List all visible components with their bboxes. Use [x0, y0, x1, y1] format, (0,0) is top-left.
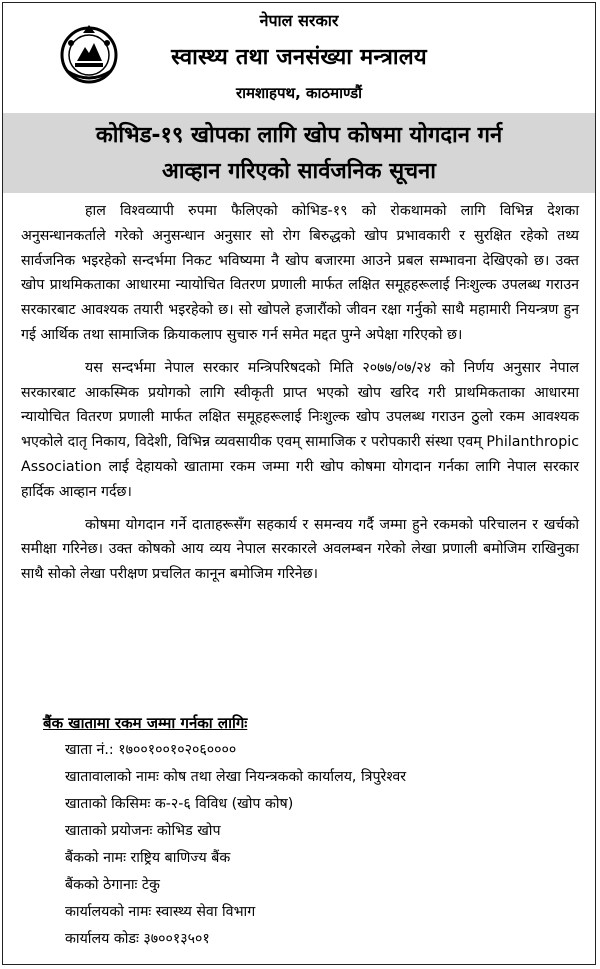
bank-account-holder: खातावालाको नामः कोष तथा लेखा नियन्त्रकको कार्यालय, त्रिपुरेश्वर	[65, 769, 407, 785]
ministry-address: रामशाहपथ, काठमाण्डौं	[235, 84, 363, 102]
letterhead	[3, 3, 595, 111]
office-code: कार्यालय कोडः ३७००१३५०१	[65, 931, 210, 947]
bank-address: बैंकको ठेगानाः टेकु	[65, 877, 160, 893]
notice-frame	[2, 2, 596, 965]
bank-details-list	[65, 737, 406, 953]
notice-title-banner	[3, 113, 595, 193]
bank-account-purpose: खाताको प्रयोजनः कोभिड खोप	[65, 823, 221, 839]
paragraph-3: कोषमा योगदान गर्ने दाताहरूसँग सहकार्य र समन्वय गर्दै जम्मा हुने रकमको परिचालन र खर्चको समीक्षा गरिनेछ। उक्त कोषको आय व्यय नेपाल सरकारले अवलम्बन गरेको लेखा प्रणाली बमोजिम राखिनुका साथै सोको लेखा परीक्षण प्रचलित कानून बमोजिम गरिनेछ।	[21, 516, 579, 583]
bank-details-heading: बैंक खातामा रकम जम्मा गर्नका लागिः	[43, 714, 248, 732]
bank-account-type: खाताको किसिमः क-२-६ विविध (खोप कोष)	[65, 796, 294, 812]
government-name: नेपाल सरकार	[259, 11, 339, 30]
notice-body	[21, 199, 579, 595]
office-name: कार्यालयको नामः स्वास्थ्य सेवा विभाग	[65, 904, 256, 920]
notice-title-line-2: आव्हान गरिएको सार्वजनिक सूचना	[162, 159, 436, 184]
bank-name: बैंकको नामः राष्ट्रिय बाणिज्य बैंक	[65, 850, 231, 866]
paragraph-1: हाल विश्वव्यापी रुपमा फैलिएको कोभिड-१९ को रोकथामको लागि विभिन्न देशका अनुसन्धानकर्ताले गरेको अनुसन्धान अनुसार सो रोग बिरुद्धको खोप प्रभावकारी र सुरक्षित रहेको तथ्य सार्वजनिक भइरहेको सन्दर्भमा निकट भविष्यमा नै खोप बजारमा आउने प्रबल सम्भावना देखिएको छ। उक्त खोप प्राथमिकताका आधारमा न्यायोचित वितरण प्रणाली मार्फत लक्षित समूहहरूलाई निःशुल्क उपलब्ध गराउन सरकारबाट आवश्यक तयारी भइरहेको छ। सो खोपले हजारौंको जीवन रक्षा गर्नुको साथै महामारी नियन्त्रण हुन गई आर्थिक तथा सामाजिक क्रियाकलाप सुचारु गर्न समेत मद्दत पुग्ने अपेक्षा गरिएको छ।	[21, 203, 579, 343]
ministry-name: स्वास्थ्य तथा जनसंख्या मन्त्रालय	[171, 45, 427, 70]
notice-title-line-1: कोभिड-१९ खोपका लागि खोप कोषमा योगदान गर्न	[95, 123, 503, 148]
bank-account-number: खाता नं.: १७००१००१०२०६००००	[65, 742, 237, 758]
paragraph-2: यस सन्दर्भमा नेपाल सरकार मन्त्रिपरिषदको मिति २०७७/०७/२४ को निर्णय अनुसार नेपाल सरकारबाट आकस्मिक प्रयोगको लागि स्वीकृती प्राप्त भएको खोप खरिद गरी प्राथमिकताका आधारमा न्यायोचित वितरण प्रणाली मार्फत लक्षित समूहहरूलाई निःशुल्क खोप उपलब्ध गराउन ठुलो रकम आवश्यक भएकोले दातृ निकाय, विदेशी, विभिन्न व्यवसायीक एवम् सामाजिक र परोपकारी संस्था एवम् Philanthropic Association लाई देहायको खातामा रकम जम्मा गरी खोप कोषमा योगदान गर्नका लागि नेपाल सरकार हार्दिक आव्हान गर्दछ।	[21, 359, 579, 500]
